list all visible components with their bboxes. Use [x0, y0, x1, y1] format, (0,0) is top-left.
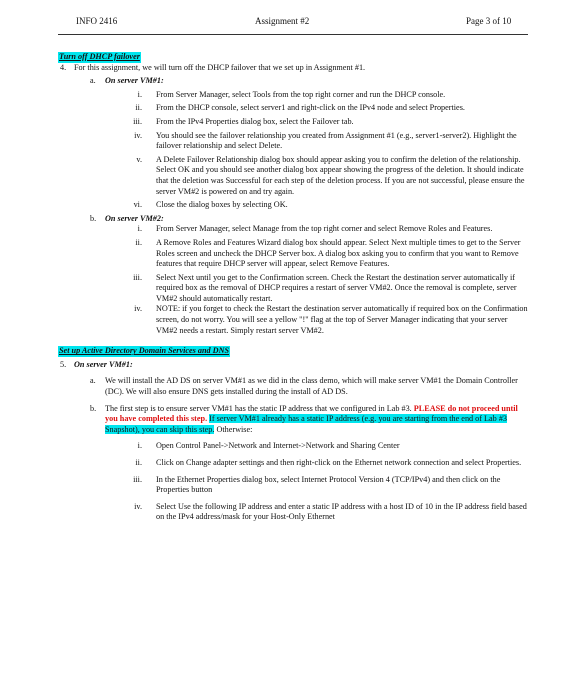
sub-item [58, 76, 528, 87]
header-rule [58, 34, 528, 35]
item-number: 5. [60, 359, 67, 369]
skip-note-highlight: If server VM#1 already has a static IP address (e.g. you are starting from the end of Lab #3 Snapshot), you can skip this step. [105, 414, 508, 434]
step-text: Click on Change adapter settings and then right-click on the Ethernet network connection and select Properties. [156, 458, 522, 467]
otherwise-text: Otherwise: [216, 424, 253, 434]
page-number: Page 3 of 10 [466, 16, 512, 26]
step-item [58, 103, 528, 114]
step-text: In the Ethernet Properties dialog box, select Internet Protocol Version 4 (TCP/IPv4) and then click on the Properties button [156, 474, 501, 495]
step-item [58, 90, 528, 101]
step-number: iv. [134, 304, 142, 314]
please-warning: PLEASE do not proceed until you have completed this step. [105, 403, 518, 424]
step-text: Select Use the following IP address and enter a static IP address with a host ID of 10 in the IP address field based on the IPv4 address/mask for your Host-Only Ethernet [156, 501, 527, 522]
step-item [58, 117, 528, 128]
section-heading: Set up Active Directory Domain Services and DNS [59, 346, 230, 356]
step-number: v. [136, 154, 142, 164]
sub-item [58, 376, 528, 397]
sub-text [105, 404, 528, 436]
list-item [58, 63, 528, 74]
sub-text: We will install the AD DS on server VM#1 as we did in the class demo, which will make server VM#1 the Domain Controller (DC). We will also ensure DNS gets installed during the install of AD DS. [105, 376, 518, 397]
step-text: Close the dialog boxes by selecting OK. [156, 200, 288, 210]
sub-letter: a. [90, 76, 96, 86]
step-text: A Remove Roles and Features Wizard dialog box should appear. Select Next multiple times to get to the Server Roles screen and uncheck the DHCP Server box. A dialog box asking you to confirm that you want to Remove features that require DHCP server will appear, select Remove Features. [156, 237, 521, 269]
step-number: iii. [133, 474, 142, 484]
step-item [58, 502, 528, 523]
step-number: i. [137, 441, 142, 451]
sub-label: On server VM#1: [105, 76, 164, 86]
document-body [58, 52, 528, 523]
sub-item [58, 214, 528, 225]
step-number: ii. [135, 103, 142, 113]
step-number: i. [137, 89, 142, 99]
step-item [58, 458, 528, 469]
assignment-title: Assignment #2 [255, 16, 310, 26]
step-number: iv. [134, 501, 142, 511]
list-item [58, 360, 528, 371]
step-item [58, 200, 528, 211]
step-text: From the IPv4 Properties dialog box, select the Failover tab. [156, 116, 354, 126]
section-heading-adds [58, 346, 528, 357]
sub-label: On server VM#2: [105, 213, 164, 223]
item-text: On server VM#1: [74, 359, 133, 369]
step-number: iv. [134, 130, 142, 140]
step-number: vi. [133, 200, 142, 210]
step-item [58, 441, 528, 452]
course-code: INFO 2416 [76, 16, 118, 26]
sub-letter: b. [90, 403, 97, 413]
section-heading: Turn off DHCP failover [59, 52, 140, 61]
step-number: ii. [135, 458, 142, 467]
step-item [58, 224, 528, 235]
step-number: i. [137, 224, 142, 234]
step-text: A Delete Failover Relationship dialog box should appear asking you to confirm the deletion of the relationship. Select OK and you should see another dialog box appear showing the progress of the deletion. It should indicate that the deletion was Successful for each step of the deletion process. If you are not successful, please ensure the server VM#2 is powered on and try again. [156, 154, 525, 196]
step-item [58, 273, 528, 305]
step-text: From Server Manager, select Manage from the top right corner and select Remove Roles and Features. [156, 224, 493, 234]
step-number: iii. [133, 116, 142, 126]
step-text: From the DHCP console, select server1 and right-click on the IPv4 node and select Properties. [156, 103, 465, 113]
sub-item [58, 404, 528, 436]
item-text: For this assignment, we will turn off the DHCP failover that we set up in Assignment #1. [74, 62, 366, 72]
step-text: Open Control Panel->Network and Internet->Network and Sharing Center [156, 441, 400, 451]
sub-letter: a. [90, 376, 96, 386]
step-item [58, 131, 528, 152]
step-number: ii. [135, 237, 142, 247]
step-text: You should see the failover relationship you created from Assignment #1 (e.g., server1-server2). Highlight the failover relationship and select Delete. [156, 130, 517, 151]
sub-letter: b. [90, 213, 97, 223]
step-item [58, 155, 528, 197]
step-item [58, 238, 528, 270]
step-item [58, 304, 528, 336]
step-text: Select Next until you get to the Confirmation screen. Check the Restart the destination server automatically if required box as the removal of DHCP requires a restart of server VM#2. Once the removal is complete, server VM#2 should automatically restart. [156, 272, 517, 303]
section-heading-dhcp [58, 52, 528, 63]
first-step-text: The first step is to ensure server VM#1 has the static IP address that we configured in Lab #3. [105, 403, 412, 413]
step-text: From Server Manager, select Tools from the top right corner and run the DHCP console. [156, 89, 446, 99]
step-number: iii. [133, 272, 142, 282]
step-text: NOTE: if you forget to check the Restart the destination server automatically if required box on the Confirmation screen, do not worry. You will see a yellow "!" flag at the top of Server Manager indicating that your server VM#2 needs a restart. Simply restart server VM#2. [156, 304, 528, 335]
step-item [58, 475, 528, 496]
item-number: 4. [60, 62, 67, 72]
